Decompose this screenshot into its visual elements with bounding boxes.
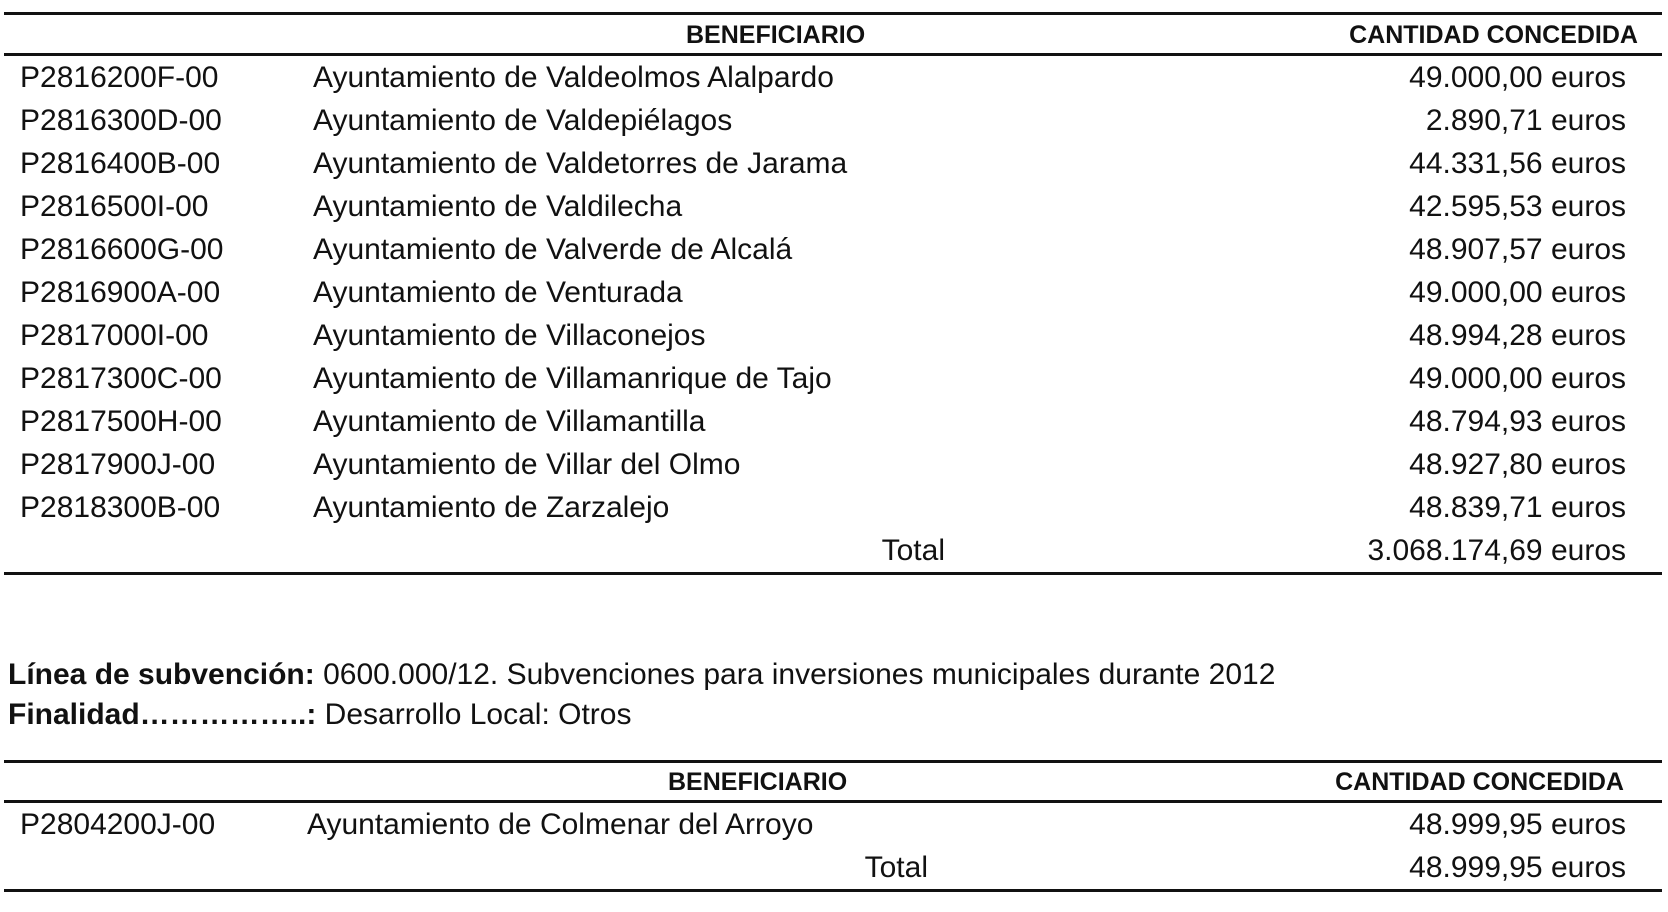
table-row-name: Ayuntamiento de Valdetorres de Jarama (313, 147, 848, 180)
finalidad-line (8, 698, 631, 732)
table-row-code: P2817000I-00 (20, 319, 209, 352)
table-row-amount: 42.595,53 euros (1409, 190, 1626, 223)
table-row-code: P2816200F-00 (20, 61, 219, 94)
table-row-name: Ayuntamiento de Villamanrique de Tajo (313, 362, 832, 395)
table2-top-rule (4, 760, 1662, 763)
table-row-amount: 48.994,28 euros (1409, 319, 1626, 352)
table1-header-cantidad: CANTIDAD CONCEDIDA (1349, 21, 1638, 49)
table-row-code: P2804200J-00 (20, 808, 216, 841)
table-row-name: Ayuntamiento de Valdepiélagos (313, 104, 733, 137)
table-row-amount: 49.000,00 euros (1409, 276, 1626, 309)
table-row-code: P2818300B-00 (20, 491, 221, 524)
linea-subvencion-line (8, 658, 1275, 692)
table-row-amount: 48.839,71 euros (1409, 491, 1626, 524)
finalidad-label: Finalidad……………..: (8, 698, 317, 731)
table-row-name: Ayuntamiento de Zarzalejo (313, 491, 670, 524)
table-row-code: P2817300C-00 (20, 362, 222, 395)
table-row-code: P2816300D-00 (20, 104, 222, 137)
finalidad-value: Desarrollo Local: Otros (316, 698, 632, 731)
table2-total-label: Total (864, 851, 928, 884)
table-row-code: P2816500I-00 (20, 190, 209, 223)
table-row-code: P2817500H-00 (20, 405, 222, 438)
table1-header-beneficiario: BENEFICIARIO (686, 21, 866, 49)
table-row-amount: 48.794,93 euros (1409, 405, 1626, 438)
table1-top-rule (4, 12, 1662, 15)
linea-subvencion-label: Línea de subvención: (8, 658, 315, 691)
table-row-code: P2816600G-00 (20, 233, 224, 266)
table-row-amount: 44.331,56 euros (1409, 147, 1626, 180)
table2-header-rule (4, 800, 1662, 803)
table1-total-label: Total (881, 534, 945, 567)
table-row-amount: 48.907,57 euros (1409, 233, 1626, 266)
table-row-code: P2816400B-00 (20, 147, 221, 180)
table-row-name: Ayuntamiento de Villar del Olmo (313, 448, 741, 481)
table-row-amount: 48.927,80 euros (1409, 448, 1626, 481)
table2-header-cantidad: CANTIDAD CONCEDIDA (1335, 768, 1624, 796)
linea-subvencion-value: 0600.000/12. Subvenciones para inversiones municipales durante 2012 (314, 658, 1276, 691)
table2-header-beneficiario: BENEFICIARIO (668, 768, 848, 796)
table-row-code: P2817900J-00 (20, 448, 216, 481)
table-row-name: Ayuntamiento de Venturada (313, 276, 683, 309)
table-row-amount: 49.000,00 euros (1409, 362, 1626, 395)
table2-total-amount: 48.999,95 euros (1409, 851, 1626, 884)
table-row-amount: 2.890,71 euros (1425, 104, 1626, 137)
table-row-amount: 49.000,00 euros (1409, 61, 1626, 94)
table-row-name: Ayuntamiento de Colmenar del Arroyo (307, 808, 814, 841)
table-row-name: Ayuntamiento de Valdilecha (313, 190, 683, 223)
table2-bottom-rule (4, 889, 1662, 892)
table-row-code: P2816900A-00 (20, 276, 221, 309)
table-row-name: Ayuntamiento de Valdeolmos Alalpardo (313, 61, 834, 94)
table1-total-amount: 3.068.174,69 euros (1367, 534, 1626, 567)
table-row-name: Ayuntamiento de Valverde de Alcalá (313, 233, 793, 266)
table1-bottom-rule (4, 572, 1662, 575)
table-row-name: Ayuntamiento de Villaconejos (313, 319, 706, 352)
table1-header-rule (4, 53, 1662, 56)
table-row-name: Ayuntamiento de Villamantilla (313, 405, 706, 438)
table-row-amount: 48.999,95 euros (1409, 808, 1626, 841)
